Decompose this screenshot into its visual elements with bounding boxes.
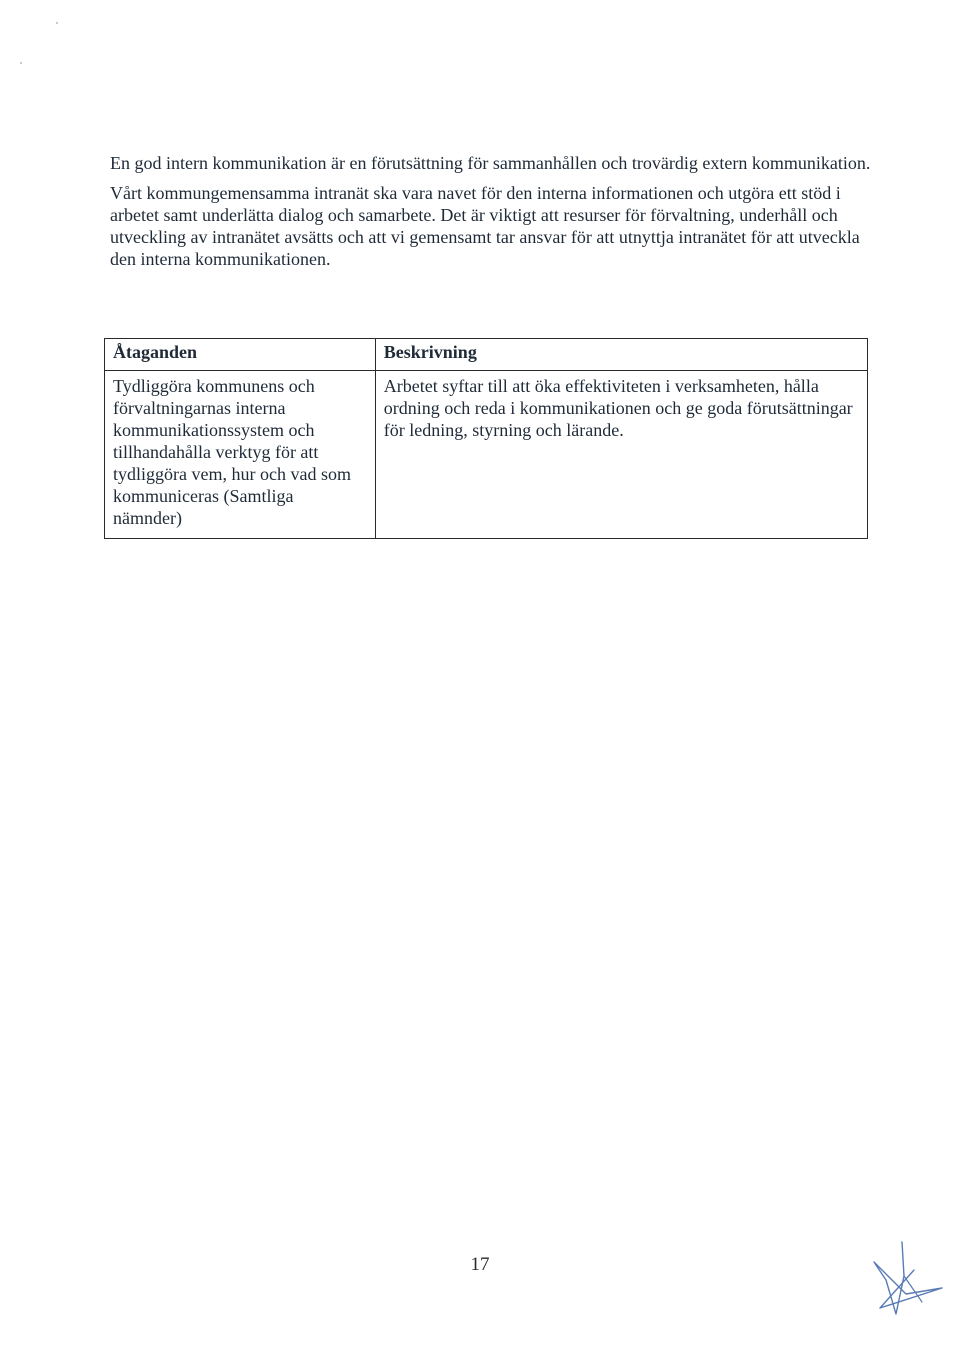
- intro-paragraph-2: Vårt kommungemensamma intranät ska vara navet för den interna informationen och utgöra ett stöd i arbetet samt underlätta dialog och samarbete. Det är viktigt att resurser för förvaltning, underhåll och utveckling av intranätet avsätts och att vi gemensamt tar ansvar för att utnyttja intranätet för att utveckla den interna kommunikationen.: [110, 183, 860, 269]
- commitments-table: [104, 338, 868, 539]
- scan-speck: [56, 22, 58, 24]
- table-row: [105, 371, 868, 539]
- table-header-row: [105, 339, 868, 371]
- intro-paragraph-1: En god intern kommunikation är en förutsättning för sammanhållen och trovärdig extern kommunikation.: [110, 153, 871, 173]
- page-number: 17: [470, 1254, 490, 1275]
- scan-speck: [20, 62, 22, 64]
- header-commitments: Åtaganden: [105, 339, 376, 371]
- cell-commitment: Tydliggöra kommunens och förvaltningarnas interna kommunikationssystem och tillhandahålla verktyg för att tydliggöra vem, hur och vad som kommuniceras (Samtliga nämnder): [105, 371, 376, 539]
- intro-section: [110, 152, 880, 278]
- header-description: Beskrivning: [375, 339, 867, 371]
- cell-description: Arbetet syftar till att öka effektiviteten i verksamheten, hålla ordning och reda i kommunikationen och ge goda förutsättningar för ledning, styrning och lärande.: [375, 371, 867, 539]
- signature-initials-icon: [866, 1236, 946, 1320]
